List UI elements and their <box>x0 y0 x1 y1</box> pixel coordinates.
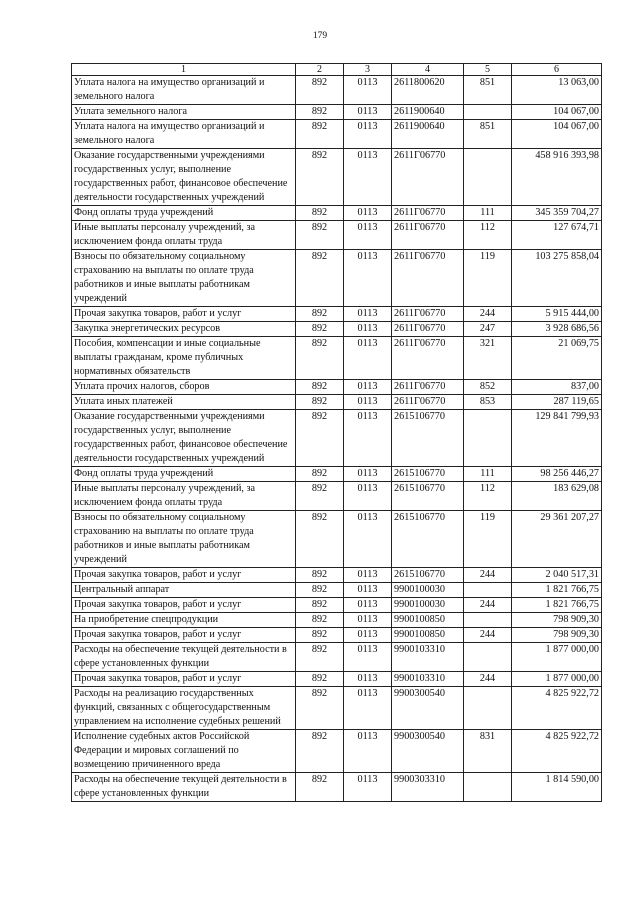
row-target-article: 2615106770 <box>392 568 464 583</box>
header-col-6: 6 <box>512 64 602 76</box>
row-target-article: 9900100030 <box>392 598 464 613</box>
row-ministry-code: 892 <box>296 628 344 643</box>
row-ministry-code: 892 <box>296 206 344 221</box>
row-name: На приобретение спецпродукции <box>72 613 296 628</box>
table-header <box>72 64 602 76</box>
table-row <box>72 613 602 628</box>
row-amount: 1 821 766,75 <box>512 583 602 598</box>
row-expense-type: 852 <box>464 380 512 395</box>
row-amount: 4 825 922,72 <box>512 730 602 773</box>
row-expense-type: 244 <box>464 672 512 687</box>
row-ministry-code: 892 <box>296 307 344 322</box>
row-section-code: 0113 <box>344 221 392 250</box>
table-row <box>72 410 602 467</box>
row-amount: 29 361 207,27 <box>512 511 602 568</box>
row-section-code: 0113 <box>344 482 392 511</box>
row-section-code: 0113 <box>344 322 392 337</box>
row-expense-type <box>464 613 512 628</box>
row-name: Оказание государственными учреждениями государственных услуг, выполнение государственных работ, финансовое обеспечение деятельности государственных учреждений <box>72 149 296 206</box>
row-name: Иные выплаты персоналу учреждений, за исключением фонда оплаты труда <box>72 221 296 250</box>
row-section-code: 0113 <box>344 105 392 120</box>
row-amount: 98 256 446,27 <box>512 467 602 482</box>
row-expense-type <box>464 410 512 467</box>
row-amount: 104 067,00 <box>512 120 602 149</box>
row-expense-type: 247 <box>464 322 512 337</box>
row-ministry-code: 892 <box>296 410 344 467</box>
row-ministry-code: 892 <box>296 250 344 307</box>
table-row <box>72 76 602 105</box>
row-amount: 458 916 393,98 <box>512 149 602 206</box>
row-amount: 287 119,65 <box>512 395 602 410</box>
row-target-article: 2611Г06770 <box>392 322 464 337</box>
row-target-article: 2615106770 <box>392 511 464 568</box>
row-expense-type: 119 <box>464 250 512 307</box>
row-amount: 4 825 922,72 <box>512 687 602 730</box>
row-target-article: 2611Г06770 <box>392 221 464 250</box>
row-amount: 3 928 686,56 <box>512 322 602 337</box>
row-name: Пособия, компенсации и иные социальные выплаты гражданам, кроме публичных нормативных обязательств <box>72 337 296 380</box>
row-name: Уплата прочих налогов, сборов <box>72 380 296 395</box>
row-section-code: 0113 <box>344 643 392 672</box>
row-expense-type: 119 <box>464 511 512 568</box>
row-expense-type: 244 <box>464 568 512 583</box>
row-expense-type: 853 <box>464 395 512 410</box>
row-ministry-code: 892 <box>296 149 344 206</box>
row-ministry-code: 892 <box>296 76 344 105</box>
table-row <box>72 221 602 250</box>
row-ministry-code: 892 <box>296 672 344 687</box>
header-col-2: 2 <box>296 64 344 76</box>
row-expense-type <box>464 583 512 598</box>
row-name: Взносы по обязательному социальному страхованию на выплаты по оплате труда работников и иные выплаты работникам учреждений <box>72 250 296 307</box>
row-expense-type <box>464 773 512 802</box>
table-row <box>72 105 602 120</box>
header-col-5: 5 <box>464 64 512 76</box>
row-section-code: 0113 <box>344 672 392 687</box>
row-ministry-code: 892 <box>296 221 344 250</box>
row-expense-type: 111 <box>464 467 512 482</box>
row-name: Взносы по обязательному социальному страхованию на выплаты по оплате труда работников и иные выплаты работникам учреждений <box>72 511 296 568</box>
row-amount: 837,00 <box>512 380 602 395</box>
row-target-article: 9900100850 <box>392 628 464 643</box>
table-row <box>72 307 602 322</box>
row-expense-type <box>464 105 512 120</box>
row-amount: 798 909,30 <box>512 628 602 643</box>
row-target-article: 9900303310 <box>392 773 464 802</box>
table-row <box>72 322 602 337</box>
row-name: Прочая закупка товаров, работ и услуг <box>72 598 296 613</box>
row-ministry-code: 892 <box>296 337 344 380</box>
row-name: Уплата налога на имущество организаций и земельного налога <box>72 76 296 105</box>
row-name: Прочая закупка товаров, работ и услуг <box>72 628 296 643</box>
row-target-article: 2611900640 <box>392 120 464 149</box>
row-section-code: 0113 <box>344 628 392 643</box>
row-ministry-code: 892 <box>296 380 344 395</box>
row-name: Расходы на обеспечение текущей деятельности в сфере установленных функции <box>72 643 296 672</box>
row-ministry-code: 892 <box>296 120 344 149</box>
row-target-article: 2611900640 <box>392 105 464 120</box>
row-section-code: 0113 <box>344 395 392 410</box>
row-expense-type: 244 <box>464 598 512 613</box>
row-expense-type: 851 <box>464 120 512 149</box>
row-section-code: 0113 <box>344 337 392 380</box>
row-target-article: 2611Г06770 <box>392 395 464 410</box>
row-section-code: 0113 <box>344 511 392 568</box>
table-row <box>72 467 602 482</box>
row-amount: 103 275 858,04 <box>512 250 602 307</box>
row-section-code: 0113 <box>344 568 392 583</box>
table-row <box>72 120 602 149</box>
row-amount: 127 674,71 <box>512 221 602 250</box>
row-section-code: 0113 <box>344 307 392 322</box>
row-ministry-code: 892 <box>296 643 344 672</box>
row-target-article: 2611Г06770 <box>392 307 464 322</box>
row-name: Фонд оплаты труда учреждений <box>72 467 296 482</box>
row-ministry-code: 892 <box>296 730 344 773</box>
row-target-article: 9900103310 <box>392 672 464 687</box>
row-amount: 1 877 000,00 <box>512 643 602 672</box>
row-section-code: 0113 <box>344 467 392 482</box>
header-col-4: 4 <box>392 64 464 76</box>
row-target-article: 9900100850 <box>392 613 464 628</box>
row-ministry-code: 892 <box>296 613 344 628</box>
table-row <box>72 773 602 802</box>
page-number: 179 <box>312 31 328 41</box>
table-row <box>72 598 602 613</box>
table-row <box>72 206 602 221</box>
table-row <box>72 583 602 598</box>
row-section-code: 0113 <box>344 687 392 730</box>
table-row <box>72 643 602 672</box>
row-name: Иные выплаты персоналу учреждений, за исключением фонда оплаты труда <box>72 482 296 511</box>
row-amount: 13 063,00 <box>512 76 602 105</box>
table-row <box>72 337 602 380</box>
row-name: Прочая закупка товаров, работ и услуг <box>72 307 296 322</box>
header-row <box>72 64 602 76</box>
row-amount: 104 067,00 <box>512 105 602 120</box>
row-ministry-code: 892 <box>296 687 344 730</box>
row-name: Прочая закупка товаров, работ и услуг <box>72 672 296 687</box>
row-ministry-code: 892 <box>296 511 344 568</box>
row-section-code: 0113 <box>344 613 392 628</box>
row-expense-type: 244 <box>464 307 512 322</box>
row-target-article: 9900300540 <box>392 687 464 730</box>
row-section-code: 0113 <box>344 598 392 613</box>
row-target-article: 2615106770 <box>392 482 464 511</box>
row-name: Уплата иных платежей <box>72 395 296 410</box>
row-target-article: 2611Г06770 <box>392 206 464 221</box>
row-name: Расходы на реализацию государственных функций, связанных с общегосударственным управлением на исполнение судебных решений <box>72 687 296 730</box>
row-expense-type <box>464 687 512 730</box>
row-target-article: 9900300540 <box>392 730 464 773</box>
row-expense-type: 851 <box>464 76 512 105</box>
row-ministry-code: 892 <box>296 467 344 482</box>
row-target-article: 9900103310 <box>392 643 464 672</box>
table-row <box>72 395 602 410</box>
row-name: Центральный аппарат <box>72 583 296 598</box>
row-name: Уплата налога на имущество организаций и земельного налога <box>72 120 296 149</box>
row-expense-type: 112 <box>464 221 512 250</box>
row-amount: 21 069,75 <box>512 337 602 380</box>
row-section-code: 0113 <box>344 206 392 221</box>
row-ministry-code: 892 <box>296 322 344 337</box>
budget-table <box>71 63 602 802</box>
row-ministry-code: 892 <box>296 105 344 120</box>
row-expense-type <box>464 149 512 206</box>
row-amount: 798 909,30 <box>512 613 602 628</box>
table-row <box>72 672 602 687</box>
row-ministry-code: 892 <box>296 773 344 802</box>
row-target-article: 2611800620 <box>392 76 464 105</box>
row-name: Закупка энергетических ресурсов <box>72 322 296 337</box>
row-target-article: 2611Г06770 <box>392 250 464 307</box>
row-name: Фонд оплаты труда учреждений <box>72 206 296 221</box>
table-row <box>72 511 602 568</box>
row-section-code: 0113 <box>344 583 392 598</box>
row-target-article: 2611Г06770 <box>392 337 464 380</box>
table-row <box>72 149 602 206</box>
row-section-code: 0113 <box>344 76 392 105</box>
row-ministry-code: 892 <box>296 482 344 511</box>
row-expense-type: 112 <box>464 482 512 511</box>
row-name: Расходы на обеспечение текущей деятельности в сфере установленных функции <box>72 773 296 802</box>
row-section-code: 0113 <box>344 380 392 395</box>
row-target-article: 2611Г06770 <box>392 380 464 395</box>
row-amount: 5 915 444,00 <box>512 307 602 322</box>
row-target-article: 2615106770 <box>392 467 464 482</box>
row-ministry-code: 892 <box>296 395 344 410</box>
row-section-code: 0113 <box>344 730 392 773</box>
row-name: Оказание государственными учреждениями государственных услуг, выполнение государственных работ, финансовое обеспечение деятельности государственных учреждений <box>72 410 296 467</box>
row-amount: 183 629,08 <box>512 482 602 511</box>
table-row <box>72 482 602 511</box>
row-expense-type: 111 <box>464 206 512 221</box>
row-amount: 1 814 590,00 <box>512 773 602 802</box>
row-section-code: 0113 <box>344 773 392 802</box>
row-target-article: 2615106770 <box>392 410 464 467</box>
row-section-code: 0113 <box>344 250 392 307</box>
row-amount: 129 841 799,93 <box>512 410 602 467</box>
table-row <box>72 730 602 773</box>
row-expense-type: 831 <box>464 730 512 773</box>
row-amount: 345 359 704,27 <box>512 206 602 221</box>
table-body <box>72 76 602 802</box>
row-ministry-code: 892 <box>296 583 344 598</box>
row-amount: 1 821 766,75 <box>512 598 602 613</box>
row-ministry-code: 892 <box>296 568 344 583</box>
row-expense-type <box>464 643 512 672</box>
header-col-3: 3 <box>344 64 392 76</box>
table-row <box>72 568 602 583</box>
row-target-article: 9900100030 <box>392 583 464 598</box>
row-section-code: 0113 <box>344 149 392 206</box>
table-row <box>72 250 602 307</box>
table-row <box>72 380 602 395</box>
row-name: Исполнение судебных актов Российской Федерации и мировых соглашений по возмещению причиненного вреда <box>72 730 296 773</box>
header-col-1: 1 <box>72 64 296 76</box>
row-name: Прочая закупка товаров, работ и услуг <box>72 568 296 583</box>
row-ministry-code: 892 <box>296 598 344 613</box>
row-expense-type: 321 <box>464 337 512 380</box>
table-row <box>72 628 602 643</box>
row-amount: 2 040 517,31 <box>512 568 602 583</box>
table-row <box>72 687 602 730</box>
row-amount: 1 877 000,00 <box>512 672 602 687</box>
row-section-code: 0113 <box>344 120 392 149</box>
row-name: Уплата земельного налога <box>72 105 296 120</box>
row-target-article: 2611Г06770 <box>392 149 464 206</box>
row-expense-type: 244 <box>464 628 512 643</box>
row-section-code: 0113 <box>344 410 392 467</box>
